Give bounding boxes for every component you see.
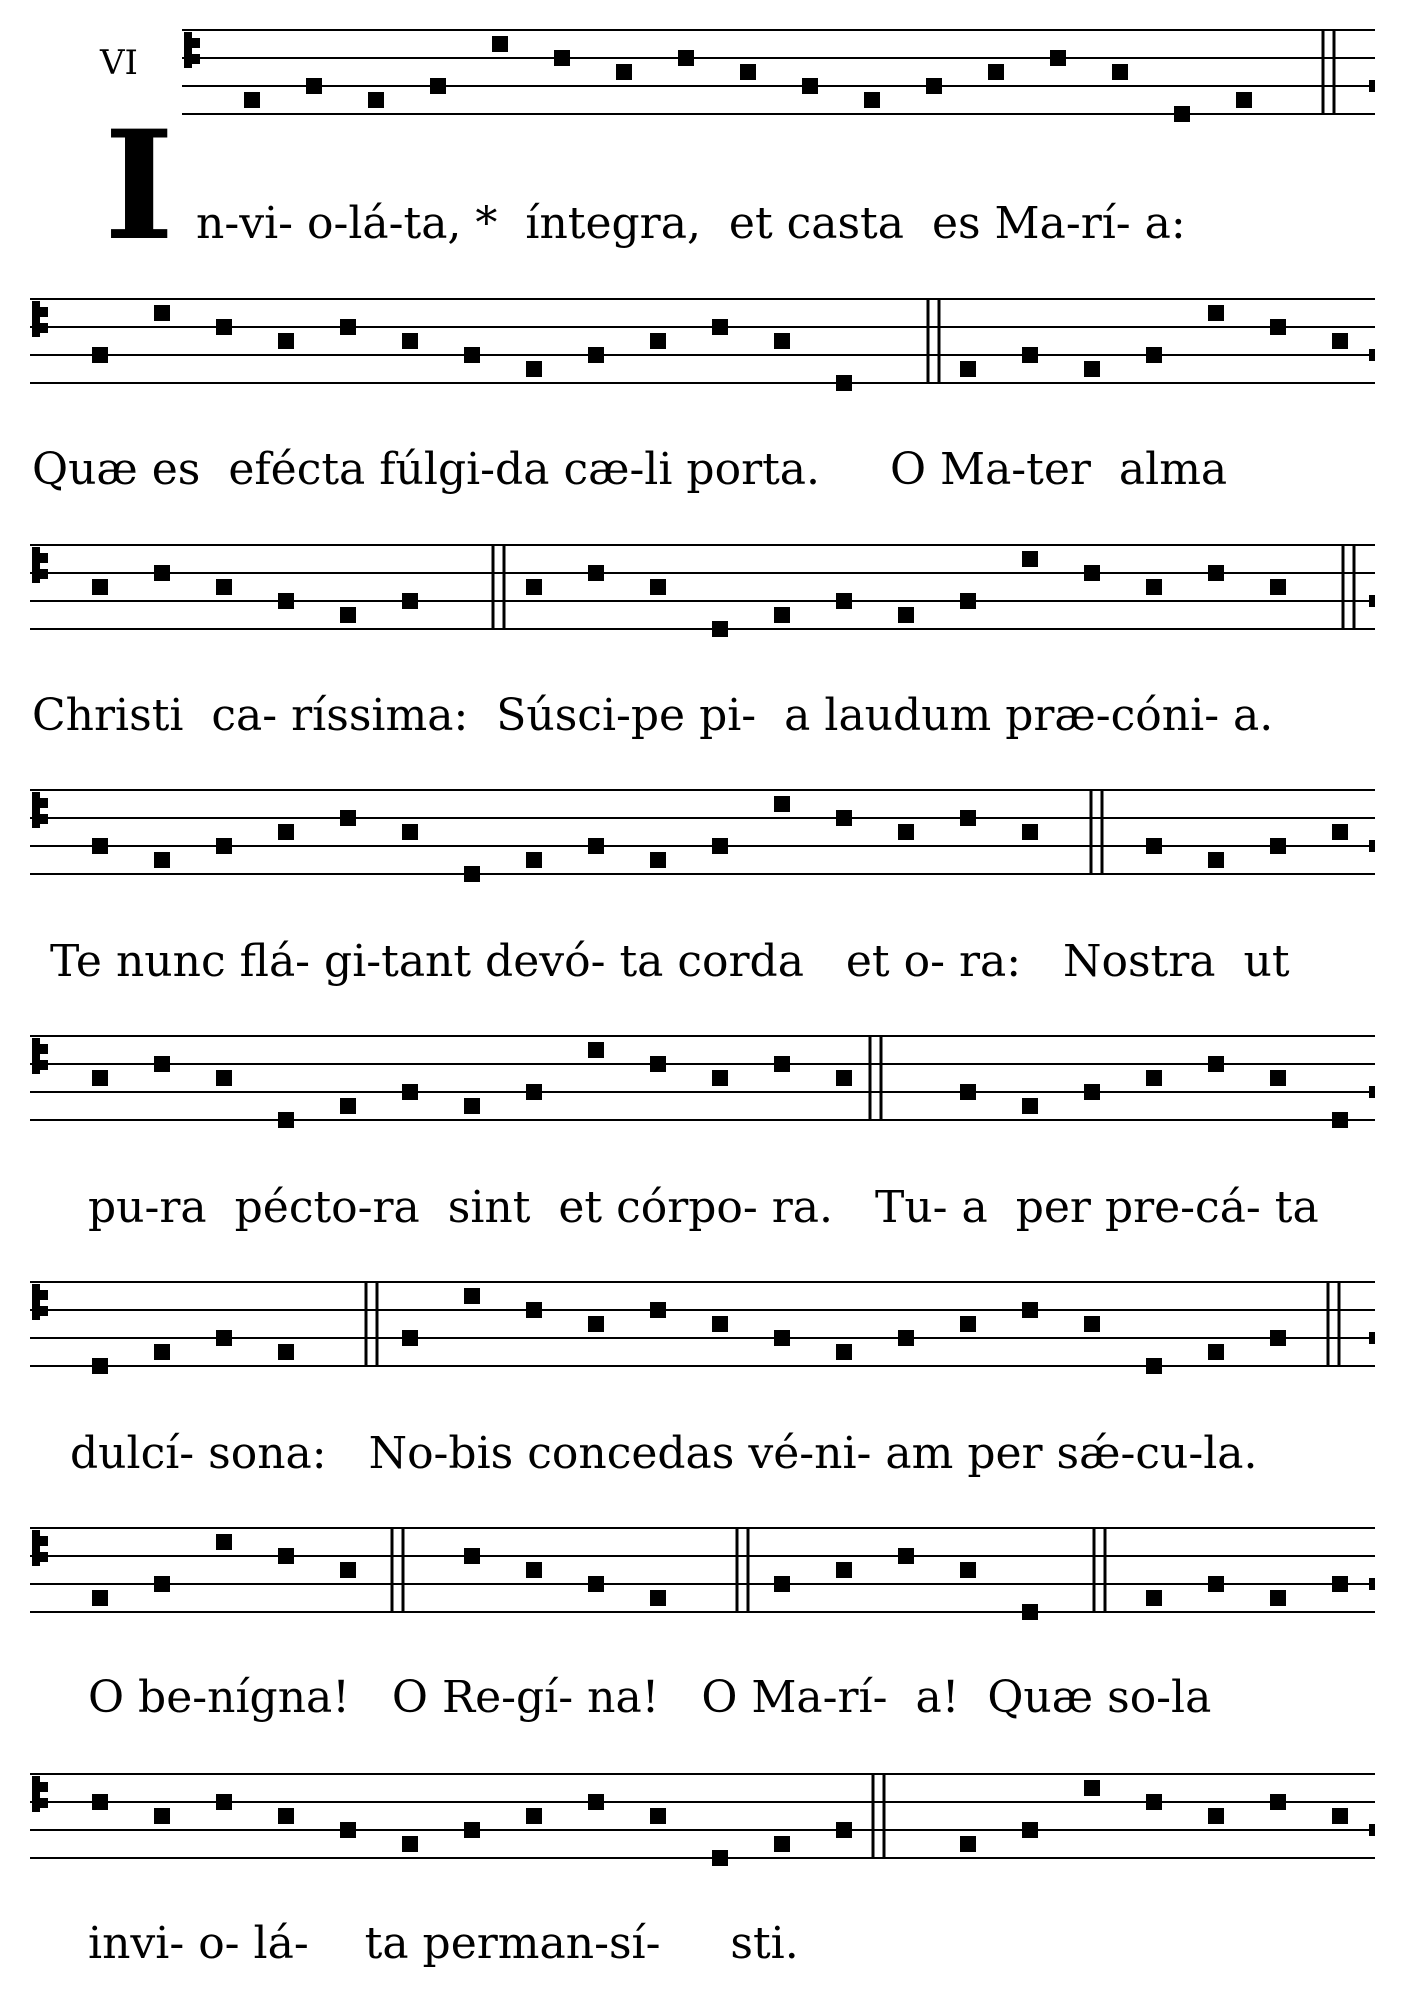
punctum-note [836,593,852,609]
punctum-note [154,565,170,581]
punctum-note [774,1056,790,1072]
punctum-note [802,78,818,94]
punctum-note [740,64,756,80]
punctum-note [464,347,480,363]
punctum-note [588,565,604,581]
punctum-note [1270,1590,1286,1606]
custos [1369,595,1375,607]
punctum-note [92,1070,108,1086]
punctum-note [650,333,666,349]
punctum-note [1084,1316,1100,1332]
punctum-note [836,810,852,826]
punctum-note [216,838,232,854]
punctum-note [678,50,694,66]
punctum-note [464,1822,480,1838]
custos [1369,840,1375,852]
punctum-note [1022,551,1038,567]
punctum-note [464,1548,480,1564]
punctum-note [154,1808,170,1824]
punctum-note [1208,1808,1224,1824]
punctum-note [278,824,294,840]
lyric-line-7: O be-nígna! O Re-gí- na! O Ma-rí- a! Quæ so-la [88,1672,1212,1723]
punctum-note [1146,1590,1162,1606]
punctum-note [92,838,108,854]
punctum-note [154,1576,170,1592]
punctum-note [650,1590,666,1606]
punctum-note [1270,579,1286,595]
custos [1369,1824,1375,1836]
punctum-note [588,1316,604,1332]
punctum-note [1146,1070,1162,1086]
punctum-note [588,838,604,854]
punctum-note [960,1562,976,1578]
do-clef [32,1038,48,1074]
punctum-note [216,1794,232,1810]
punctum-note [836,375,852,391]
punctum-note [650,579,666,595]
do-clef [32,547,48,583]
lyric-line-2: Quæ es efécta fúlgi-da cæ-li porta. O Ma-ter alma [32,444,1228,495]
punctum-note [1270,1330,1286,1346]
punctum-note [960,1084,976,1100]
punctum-note [836,1070,852,1086]
punctum-note [430,78,446,94]
lyric-line-3: Christi ca- ríssima: Súsci-pe pi- a laudum præ-cóni- a. [32,690,1274,741]
lyric-line-1: n-vi- o-lá-ta, * íntegra, et casta es Ma-rí- a: [196,198,1186,249]
punctum-note [774,1836,790,1852]
do-clef [32,301,48,337]
punctum-note [1084,361,1100,377]
punctum-note [1112,64,1128,80]
do-clef [32,1284,48,1320]
punctum-note [588,1794,604,1810]
punctum-note [898,1330,914,1346]
punctum-note [340,810,356,826]
punctum-note [492,36,508,52]
punctum-note [154,1344,170,1360]
punctum-note [92,347,108,363]
punctum-note [1270,319,1286,335]
punctum-note [650,1056,666,1072]
punctum-note [1270,838,1286,854]
punctum-note [216,1330,232,1346]
punctum-note [402,1330,418,1346]
punctum-note [1270,1070,1286,1086]
punctum-note [1208,852,1224,868]
punctum-note [1022,1604,1038,1620]
punctum-note [526,1808,542,1824]
punctum-note [340,1562,356,1578]
punctum-note [898,607,914,623]
punctum-note [836,1344,852,1360]
punctum-note [1332,1576,1348,1592]
punctum-note [368,92,384,108]
punctum-note [526,361,542,377]
punctum-note [154,305,170,321]
punctum-note [278,1112,294,1128]
do-clef [184,32,200,68]
punctum-note [926,78,942,94]
punctum-note [1174,106,1190,122]
punctum-note [960,361,976,377]
punctum-note [278,593,294,609]
punctum-note [1084,565,1100,581]
punctum-note [960,1316,976,1332]
punctum-note [836,1822,852,1838]
punctum-note [306,78,322,94]
punctum-note [960,1836,976,1852]
punctum-note [836,1562,852,1578]
custos [1369,1578,1375,1590]
punctum-note [1332,1808,1348,1824]
punctum-note [712,319,728,335]
punctum-note [1332,824,1348,840]
punctum-note [340,1098,356,1114]
lyric-line-6: dulcí- sona: No-bis concedas vé-ni- am per sǽ-cu-la. [70,1428,1258,1479]
do-clef [32,792,48,828]
punctum-note [1050,50,1066,66]
punctum-note [526,852,542,868]
punctum-note [92,1794,108,1810]
punctum-note [1022,824,1038,840]
punctum-note [526,1084,542,1100]
punctum-note [864,92,880,108]
punctum-note [960,593,976,609]
punctum-note [402,1836,418,1852]
punctum-note [1022,1302,1038,1318]
do-clef [32,1530,48,1566]
punctum-note [960,810,976,826]
punctum-note [1022,1098,1038,1114]
punctum-note [526,1562,542,1578]
punctum-note [340,1822,356,1838]
custos [1369,1086,1375,1098]
punctum-note [712,838,728,854]
punctum-note [712,1070,728,1086]
punctum-note [278,1808,294,1824]
punctum-note [1208,1576,1224,1592]
punctum-note [526,579,542,595]
lyric-line-4: Te nunc flá- gi-tant devó- ta corda et o- ra: Nostra ut [50,936,1290,987]
punctum-note [774,1330,790,1346]
punctum-note [1146,1358,1162,1374]
punctum-note [92,1358,108,1374]
punctum-note [216,1070,232,1086]
punctum-note [588,347,604,363]
punctum-note [774,333,790,349]
punctum-note [154,852,170,868]
punctum-note [712,1316,728,1332]
punctum-note [650,852,666,868]
punctum-note [92,1590,108,1606]
lyric-line-5: pu-ra péctо-ra sint et córpo- ra. Tu- a per pre-cá- ta [88,1182,1319,1233]
punctum-note [898,824,914,840]
punctum-note [216,579,232,595]
punctum-note [244,92,260,108]
mode-label: VI [100,43,138,83]
punctum-note [278,1344,294,1360]
punctum-note [1208,305,1224,321]
punctum-note [1146,1794,1162,1810]
punctum-note [650,1302,666,1318]
punctum-note [1084,1084,1100,1100]
punctum-note [1332,1112,1348,1128]
punctum-note [712,1850,728,1866]
punctum-note [216,319,232,335]
punctum-note [588,1042,604,1058]
punctum-note [340,607,356,623]
punctum-note [92,579,108,595]
punctum-note [774,1576,790,1592]
do-clef [32,1776,48,1812]
punctum-note [1332,333,1348,349]
punctum-note [1022,1822,1038,1838]
punctum-note [774,607,790,623]
punctum-note [1270,1794,1286,1810]
punctum-note [988,64,1004,80]
punctum-note [402,1084,418,1100]
punctum-note [402,824,418,840]
punctum-note [402,333,418,349]
punctum-note [464,1098,480,1114]
lyric-line-8: invi- o- lá- ta perman-sí- sti. [88,1918,799,1969]
punctum-note [1236,92,1252,108]
punctum-note [1146,838,1162,854]
punctum-note [1208,1056,1224,1072]
punctum-note [616,64,632,80]
punctum-note [402,593,418,609]
punctum-note [650,1808,666,1824]
punctum-note [712,621,728,637]
punctum-note [898,1548,914,1564]
custos [1369,1332,1375,1344]
punctum-note [1022,347,1038,363]
punctum-note [554,50,570,66]
punctum-note [1208,1344,1224,1360]
punctum-note [1208,565,1224,581]
custos [1369,80,1375,92]
punctum-note [774,796,790,812]
punctum-note [278,1548,294,1564]
punctum-note [1146,347,1162,363]
punctum-note [1146,579,1162,595]
punctum-note [588,1576,604,1592]
punctum-note [464,866,480,882]
initial-letter: I [104,98,175,274]
punctum-note [1084,1780,1100,1796]
punctum-note [340,319,356,335]
punctum-note [526,1302,542,1318]
punctum-note [278,333,294,349]
custos [1369,349,1375,361]
punctum-note [464,1288,480,1304]
punctum-note [216,1534,232,1550]
punctum-note [154,1056,170,1072]
